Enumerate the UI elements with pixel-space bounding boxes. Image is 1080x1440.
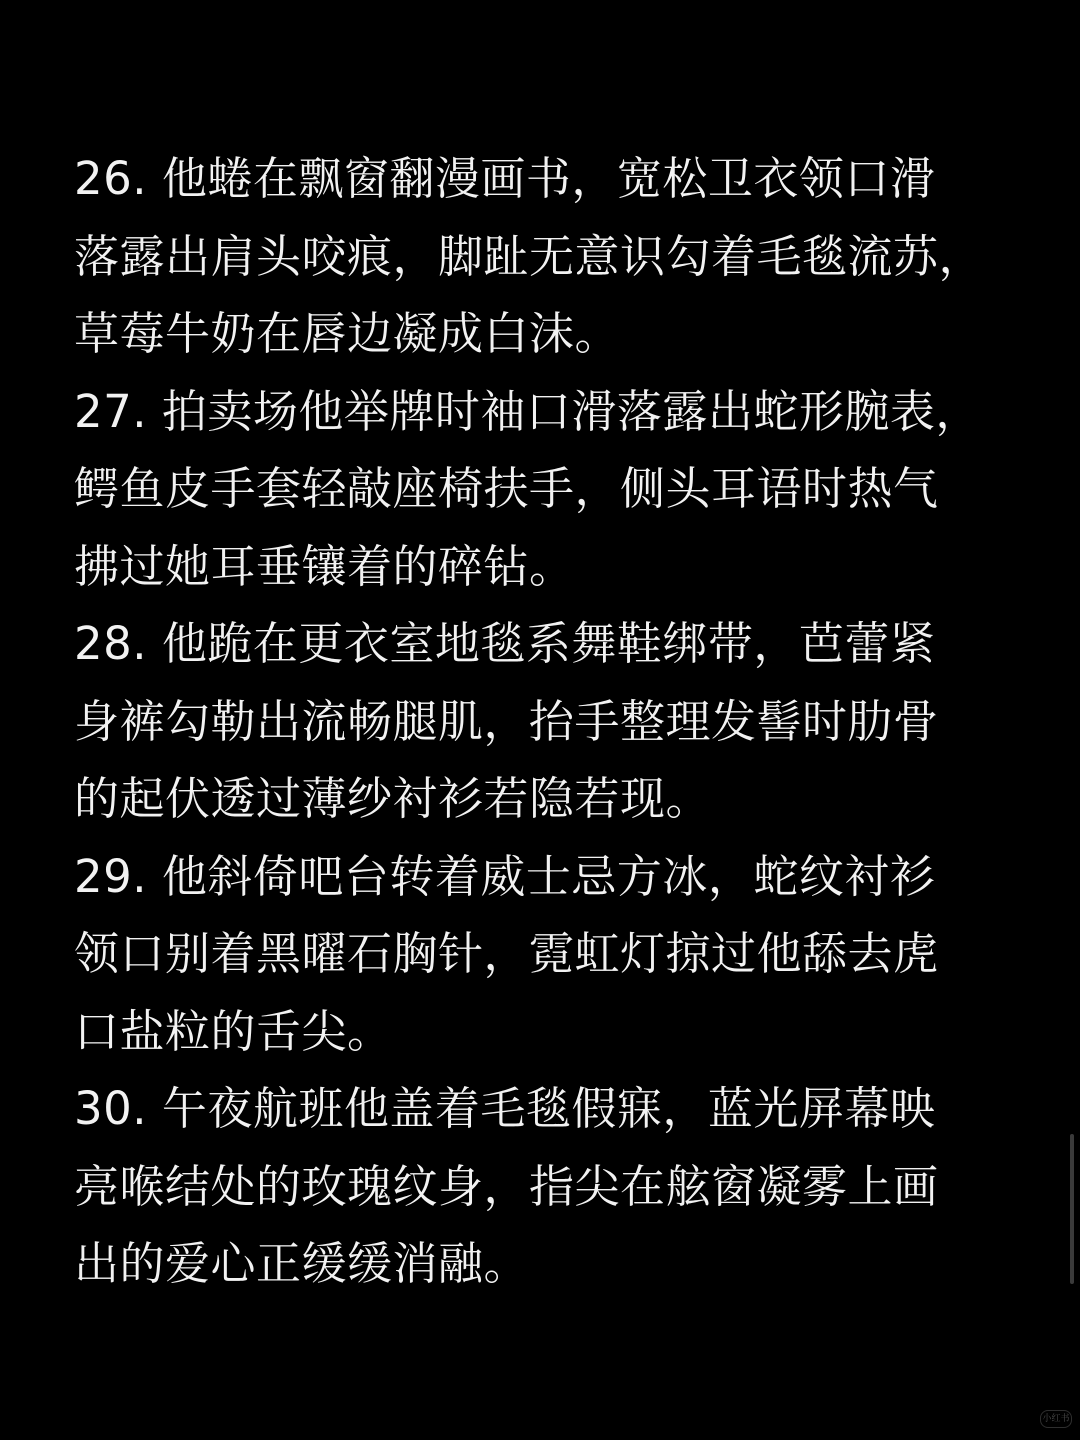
text-line: 27. 拍卖场他举牌时袖口滑落露出蛇形腕表， <box>74 384 981 438</box>
text-line: 亮喉结处的玫瑰纹身，指尖在舷窗凝雾上画 <box>74 1159 939 1213</box>
scrollbar[interactable] <box>1070 1134 1074 1284</box>
watermark-logo: 小红书 <box>1040 1410 1072 1428</box>
text-line: 30. 午夜航班他盖着毛毯假寐，蓝光屏幕映 <box>74 1082 936 1135</box>
text-line: 出的爱心正缓缓消融。 <box>74 1237 530 1290</box>
text-line: 28. 他跪在更衣室地毯系舞鞋绑带，芭蕾紧 <box>74 617 936 670</box>
text-line: 口盐粒的舌尖。 <box>74 1004 393 1058</box>
text-content <box>74 140 1014 1303</box>
list-item-27 <box>74 373 1014 606</box>
text-line: 29. 他斜倚吧台转着威士忌方冰，蛇纹衬衫 <box>74 849 936 903</box>
list-item-28 <box>74 605 1014 838</box>
list-item-26 <box>74 140 1014 373</box>
text-line: 26. 他蜷在飘窗翻漫画书，宽松卫衣领口滑 <box>74 152 936 205</box>
text-line: 草莓牛奶在唇边凝成白沫。 <box>74 307 621 360</box>
list-item-30 <box>74 1070 1014 1303</box>
list-item-29 <box>74 838 1014 1071</box>
text-line: 鳄鱼皮手套轻敲座椅扶手，侧头耳语时热气 <box>74 462 939 515</box>
text-line: 落露出肩头咬痕，脚趾无意识勾着毛毯流苏， <box>74 229 985 283</box>
text-line: 的起伏透过薄纱衬衫若隐若现。 <box>74 772 712 825</box>
text-line: 身裤勾勒出流畅腿肌，抬手整理发髻时肋骨 <box>74 694 939 748</box>
text-line: 拂过她耳垂镶着的碎钻。 <box>74 539 575 593</box>
text-line: 领口别着黑曜石胸针，霓虹灯掠过他舔去虎 <box>74 927 939 980</box>
